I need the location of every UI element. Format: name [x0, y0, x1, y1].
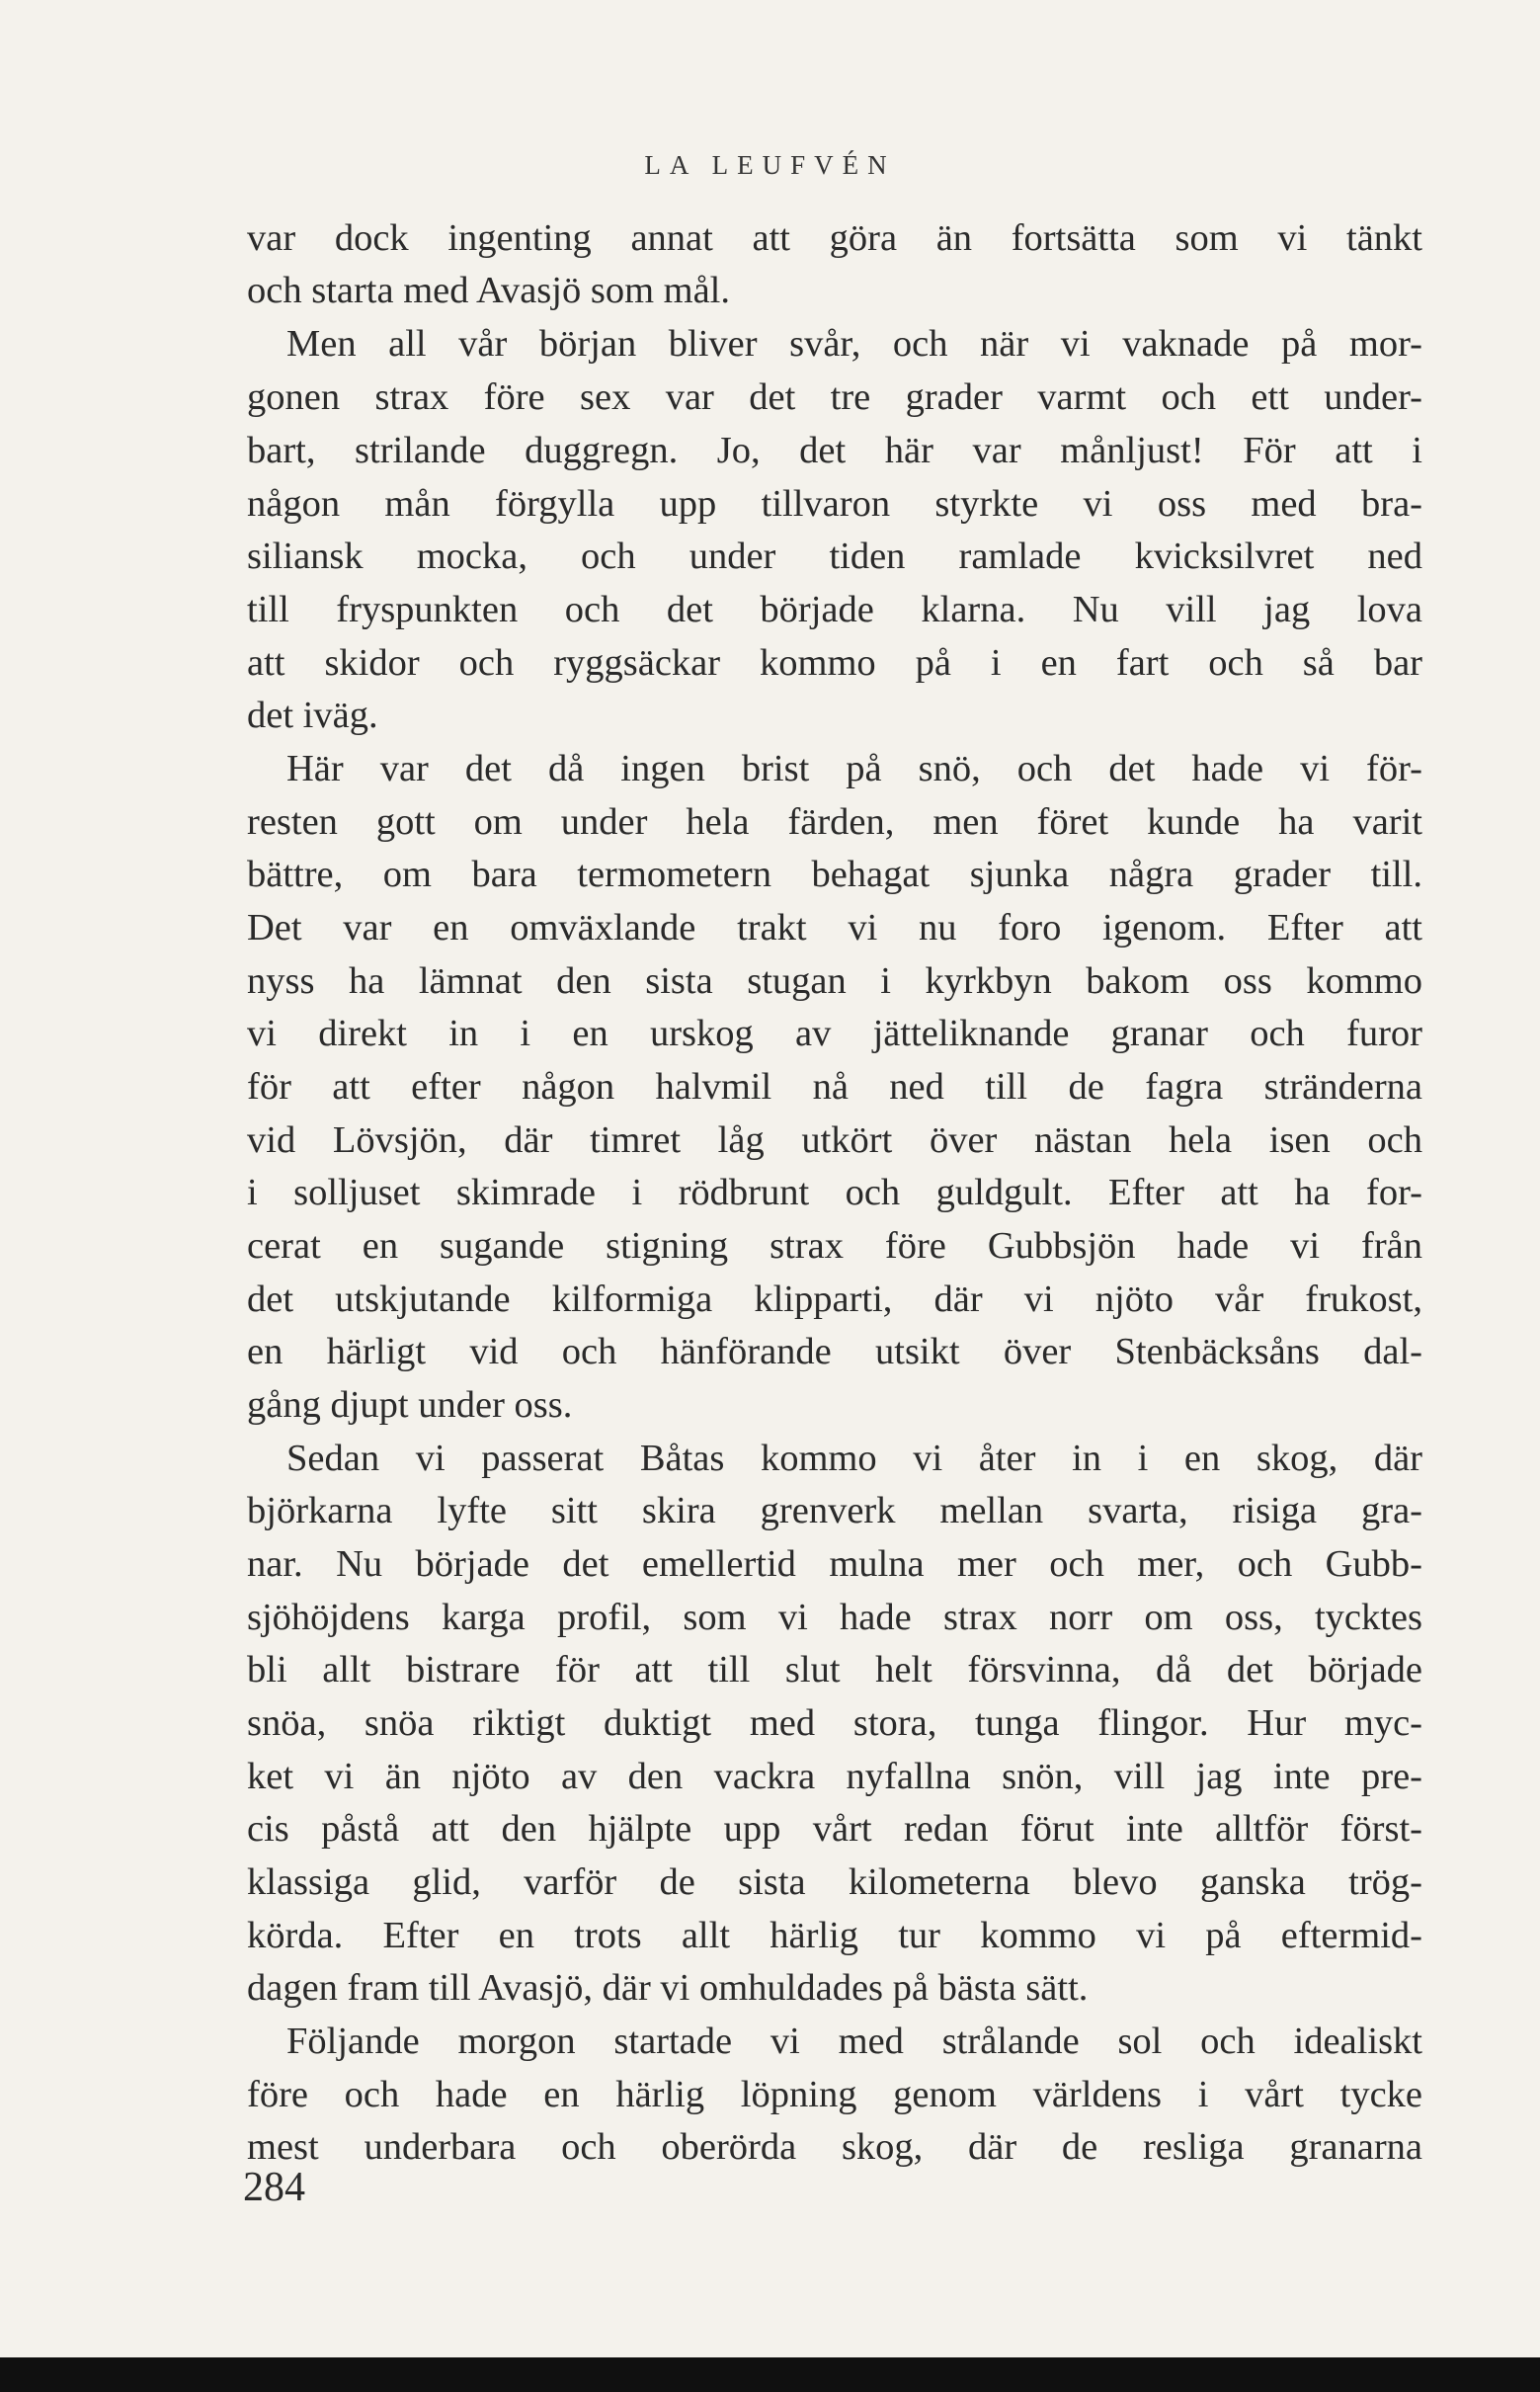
- running-head: LA LEUFVÉN: [644, 150, 896, 180]
- body-line: Men all vår början bliver svår, och när vi vaknade på mor-: [286, 323, 1422, 365]
- body-line: körda. Efter en trots allt härlig tur kommo vi på eftermid-: [247, 1915, 1422, 1956]
- body-line: att skidor och ryggsäckar kommo på i en fart och så bar: [247, 642, 1422, 684]
- body-line: och starta med Avasjö som mål.: [247, 270, 730, 311]
- body-line: sjöhöjdens karga profil, som vi hade strax norr om oss, tycktes: [247, 1597, 1422, 1638]
- body-line: Sedan vi passerat Båtas kommo vi åter in i en skog, där: [286, 1438, 1422, 1479]
- body-line: bart, strilande duggregn. Jo, det här var månljust! För att i: [247, 430, 1422, 471]
- body-line: någon mån förgylla upp tillvaron styrkte vi oss med bra-: [247, 483, 1422, 525]
- body-line: cis påstå att den hjälpte upp vårt redan förut inte alltför först-: [247, 1808, 1422, 1850]
- body-line: ket vi än njöto av den vackra nyfallna snön, vill jag inte pre-: [247, 1756, 1422, 1797]
- body-line: gång djupt under oss.: [247, 1384, 573, 1426]
- body-line: före och hade en härlig löpning genom världens i vårt tycke: [247, 2074, 1422, 2115]
- body-line: mest underbara och oberörda skog, där de resliga granarna: [247, 2126, 1422, 2168]
- page-number: 284: [243, 2165, 305, 2210]
- body-line: för att efter någon halvmil nå ned till de fagra stränderna: [247, 1066, 1422, 1108]
- body-line: vi direkt in i en urskog av jätteliknande granar och furor: [247, 1013, 1422, 1054]
- body-line: en härligt vid och hänförande utsikt över Stenbäcksåns dal-: [247, 1331, 1422, 1372]
- scan-edge-band: [0, 2357, 1540, 2392]
- body-line: det iväg.: [247, 695, 378, 736]
- body-line: det utskjutande kilformiga klipparti, där vi njöto vår frukost,: [247, 1278, 1422, 1320]
- body-line: nyss ha lämnat den sista stugan i kyrkbyn bakom oss kommo: [247, 960, 1422, 1002]
- body-line: björkarna lyfte sitt skira grenverk mellan svarta, risiga gra-: [247, 1490, 1422, 1531]
- body-line: vid Lövsjön, där timret låg utkört över nästan hela isen och: [247, 1119, 1422, 1161]
- body-line: dagen fram till Avasjö, där vi omhuldades på bästa sätt.: [247, 1967, 1089, 2009]
- body-line: gonen strax före sex var det tre grader varmt och ett under-: [247, 376, 1422, 418]
- body-line: snöa, snöa riktigt duktigt med stora, tunga flingor. Hur myc-: [247, 1702, 1422, 1744]
- body-line: Det var en omväxlande trakt vi nu foro igenom. Efter att: [247, 907, 1422, 949]
- body-line: bli allt bistrare för att till slut helt försvinna, då det började: [247, 1649, 1422, 1691]
- body-line: Följande morgon startade vi med strålande sol och idealiskt: [286, 2021, 1422, 2062]
- body-line: bättre, om bara termometern behagat sjunka några grader till.: [247, 854, 1422, 895]
- body-line: var dock ingenting annat att göra än fortsätta som vi tänkt: [247, 217, 1422, 259]
- body-line: klassiga glid, varför de sista kilometerna blevo ganska trög-: [247, 1861, 1422, 1903]
- body-line: Här var det då ingen brist på snö, och det hade vi för-: [286, 748, 1422, 789]
- body-line: siliansk mocka, och under tiden ramlade kvicksilvret ned: [247, 536, 1422, 577]
- body-line: cerat en sugande stigning strax före Gubbsjön hade vi från: [247, 1225, 1422, 1267]
- body-line: i solljuset skimrade i rödbrunt och guldgult. Efter att ha for-: [247, 1172, 1422, 1213]
- body-line: resten gott om under hela färden, men föret kunde ha varit: [247, 801, 1422, 843]
- body-line: till fryspunkten och det började klarna. Nu vill jag lova: [247, 589, 1422, 630]
- body-line: nar. Nu började det emellertid mulna mer och mer, och Gubb-: [247, 1543, 1422, 1585]
